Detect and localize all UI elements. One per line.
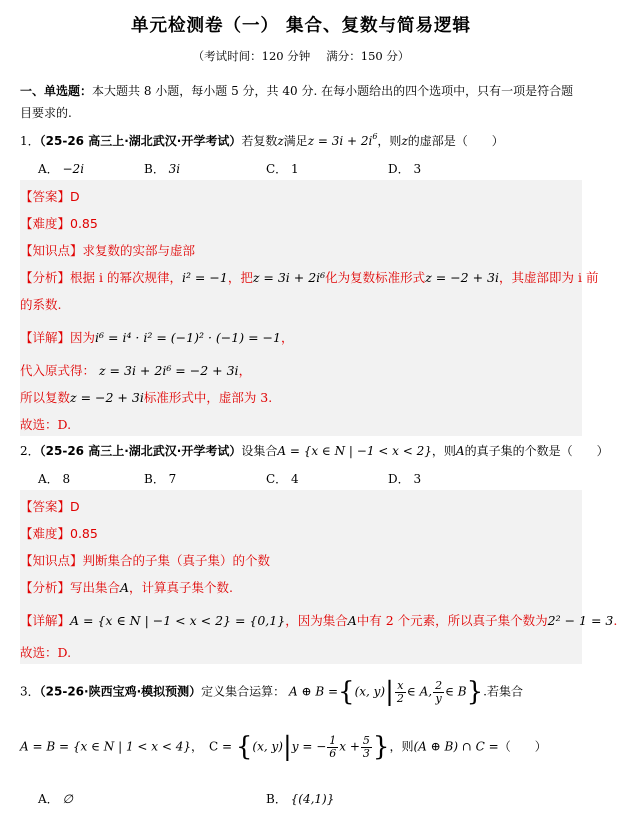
q2-knowledge-point: 【知识点】判断集合的子集（真子集）的个数 (20, 553, 271, 568)
denominator: y (435, 691, 442, 705)
stem-text: .若集合 (483, 684, 523, 699)
detail-text: 标准形式中，虚部为 3. (143, 390, 273, 405)
numerator: x (395, 680, 406, 693)
option-label: D． (388, 162, 410, 176)
exam-info (0, 48, 602, 64)
denominator: 3 (362, 746, 370, 760)
section-text: 本大题共 8 小题，每小题 5 分，共 40 分. 在每小题给出的四个选项中，只有一项是符合题目要求的. (20, 84, 574, 120)
brace-open: { (338, 677, 355, 707)
math-expr: A = {x ∈ N | −1 < x < 2} (277, 444, 432, 458)
option-value: 7 (168, 472, 177, 486)
option-label: B． (144, 472, 165, 486)
option-label: A． (38, 792, 59, 806)
math-expr: x + (339, 739, 360, 754)
math-var: A (120, 580, 130, 595)
q2-answer: 【答案】D (20, 499, 80, 514)
stem-text: ，则 (377, 134, 402, 148)
numerator: 5 (362, 733, 370, 747)
option-value: ∅ (62, 792, 73, 806)
brace-open: { (235, 732, 253, 762)
q1-conclusion (20, 388, 272, 406)
detail-text: ，因为集合 (285, 613, 348, 628)
q1-option-d[interactable] (388, 160, 421, 177)
math-var: z (401, 134, 408, 148)
detail-text: 【详解】因为 (20, 330, 96, 345)
option-value: 1 (291, 162, 299, 176)
divider-bar: | (385, 677, 394, 707)
q1-knowledge-point: 【知识点】求复数的实部与虚部 (20, 243, 196, 258)
full-score: 满分：150 分） (326, 49, 410, 63)
stem-text: 定义集合运算： (201, 684, 286, 699)
q1-difficulty: 【难度】0.85 (20, 216, 98, 231)
question-source: （25-26 高三上·湖北武汉·开学考试） (39, 134, 242, 148)
option-label: A． (38, 472, 59, 486)
math-var: A (347, 613, 357, 628)
math-expr: z = 3i + 2i (307, 134, 373, 148)
math-expr: (A ⊕ B) ∩ C = (413, 739, 499, 754)
exam-time: （考试时间：120 分钟 (192, 49, 311, 63)
q2-difficulty: 【难度】0.85 (20, 526, 98, 541)
math-expr: z = 3i + 2i⁶ (252, 270, 326, 285)
q1-analysis-cont: 的系数. (20, 297, 62, 312)
math-expr: i² = −1 (181, 270, 228, 285)
analysis-text: ，计算真子集个数. (129, 580, 234, 595)
math-expr: 2² − 1 = 3 (547, 613, 614, 628)
math-expr: z = −2 + 3i (70, 390, 144, 405)
option-value: 3 (413, 472, 422, 486)
fraction (395, 680, 406, 705)
analysis-text: ，其虚部即为 i 前 (499, 270, 599, 285)
detail-text: ， (280, 330, 294, 345)
denominator: 2 (396, 691, 404, 705)
math-expr: i⁶ = i⁴ · i² = (−1)² · (−1) = −1 (95, 330, 281, 345)
q2-option-b[interactable] (144, 470, 176, 487)
detail-text: ， (238, 363, 252, 378)
question-source: （25-26 高三上·湖北武汉·开学考试） (39, 444, 242, 458)
q2-final-choice: 故选：D. (20, 645, 72, 660)
q1-detail (20, 328, 293, 346)
detail-text: 代入原式得： (20, 363, 96, 378)
divider-bar: | (282, 732, 292, 762)
stem-text: （ ） (498, 739, 547, 754)
stem-text: ，则 (389, 739, 414, 754)
stem-text: 满足 (283, 134, 308, 148)
fraction (433, 680, 444, 705)
question-3-stem (20, 677, 523, 707)
stem-text: 设集合 (241, 444, 278, 458)
math-expr: A = B = {x ∈ N | 1 < x < 4} (20, 739, 191, 754)
numerator: 2 (435, 678, 443, 692)
option-value: −2i (62, 162, 85, 176)
q2-option-c[interactable] (266, 470, 299, 487)
stem-text: 的虚部是（ ） (407, 134, 504, 148)
math-expr: y = − (291, 739, 327, 754)
analysis-text: 化为复数标准形式 (325, 270, 426, 285)
option-label: B． (144, 162, 165, 176)
q1-answer: 【答案】D (20, 189, 80, 204)
denominator: 6 (329, 746, 337, 760)
detail-text: . (613, 613, 617, 628)
q1-option-c[interactable] (266, 160, 299, 177)
math-expr: A = {x ∈ N | −1 < x < 2} = {0,1} (70, 613, 286, 628)
math-expr: z = −2 + 3i (425, 270, 499, 285)
math-expr: ∈ A, (406, 684, 433, 699)
detail-text: 中有 2 个元素，所以真子集个数为 (356, 613, 548, 628)
fraction (361, 735, 372, 760)
math-var: A (455, 444, 465, 458)
question-number: 3． (20, 684, 40, 699)
q1-final-choice: 故选：D. (20, 417, 72, 432)
fraction (327, 735, 338, 760)
answer-panel-q2 (20, 490, 582, 664)
analysis-text: 【分析】写出集合 (20, 580, 121, 595)
option-label: C． (266, 162, 288, 176)
question-2-stem (20, 442, 609, 459)
q2-analysis (20, 578, 233, 596)
question-number: 1． (20, 134, 40, 148)
question-number: 2． (20, 444, 40, 458)
q2-option-d[interactable] (388, 470, 421, 487)
section-heading: 一、单选题： (20, 84, 93, 98)
q2-detail (20, 611, 617, 629)
section-instructions (20, 80, 582, 124)
question-1-stem (20, 132, 504, 149)
math-expr: z = 3i + 2i⁶ = −2 + 3i (99, 363, 239, 378)
math-expr: (x, y) (252, 739, 283, 754)
stem-text: 的真子集的个数是（ ） (464, 444, 609, 458)
math-expr: A ⊕ B = (288, 684, 339, 699)
math-expr: (x, y) (354, 684, 386, 699)
option-label: B． (266, 792, 287, 806)
q1-option-a[interactable] (38, 160, 84, 177)
option-value: {(4,1)} (290, 792, 335, 806)
option-label: D． (388, 472, 410, 486)
stem-text: ， C = (190, 739, 233, 754)
option-value: 3 (413, 162, 422, 176)
option-label: C． (266, 472, 288, 486)
question-3-sets (20, 732, 547, 762)
detail-text: 所以复数 (20, 390, 71, 405)
math-var: z (277, 134, 284, 148)
option-value: 8 (62, 472, 71, 486)
brace-close: } (466, 677, 484, 707)
q3-option-b[interactable] (266, 790, 334, 807)
stem-text: 若复数 (241, 134, 278, 148)
option-value: 4 (291, 472, 299, 486)
q1-option-b[interactable] (144, 160, 180, 177)
math-exponent: 6 (372, 132, 378, 141)
q1-substitution (20, 361, 251, 379)
analysis-text: ，把 (227, 270, 253, 285)
analysis-text: 【分析】根据 i 的幂次规律， (20, 270, 182, 285)
q1-analysis (20, 268, 598, 286)
q2-option-a[interactable] (38, 470, 70, 487)
option-value: 3i (168, 162, 181, 176)
numerator: 1 (329, 733, 337, 747)
q3-option-a[interactable] (38, 790, 73, 807)
page-title: 单元检测卷（一） 集合、复数与简易逻辑 (130, 16, 472, 36)
detail-text: 【详解】 (20, 613, 71, 628)
brace-close: } (372, 732, 390, 762)
math-expr: ∈ B (445, 684, 467, 699)
option-label: A． (38, 162, 59, 176)
question-source: （25-26·陕西宝鸡·模拟预测） (39, 684, 202, 699)
stem-text: ，则 (431, 444, 456, 458)
